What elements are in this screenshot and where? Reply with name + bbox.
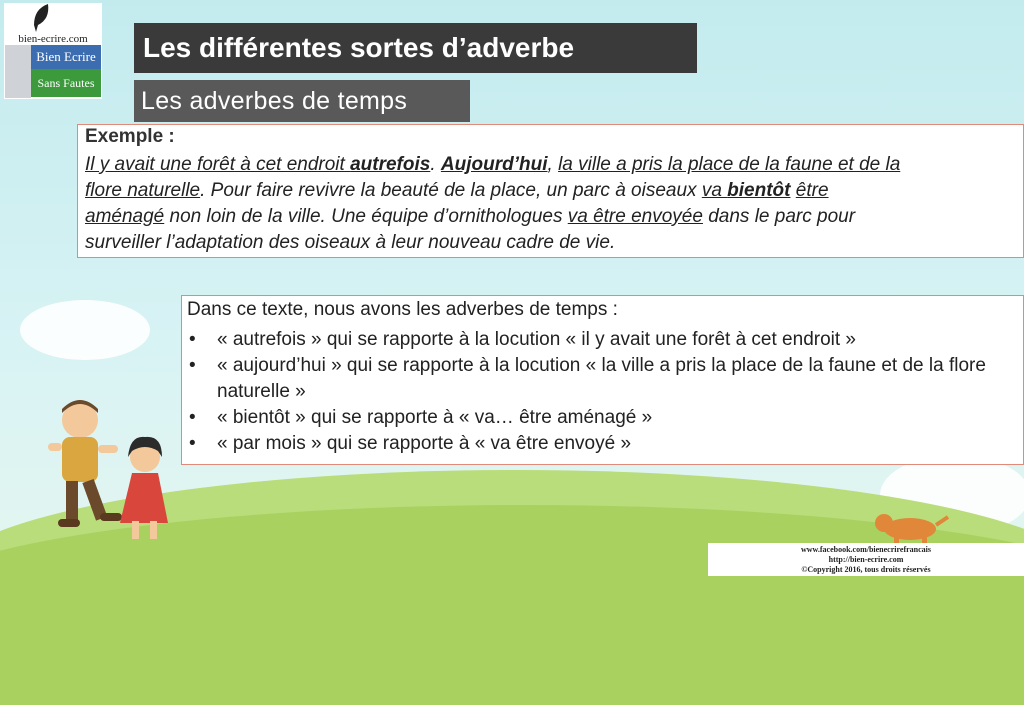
list-item bbox=[187, 405, 1017, 431]
list-item bbox=[187, 327, 1017, 353]
logo-url: bien-ecrire.com bbox=[18, 33, 88, 45]
example-box bbox=[77, 124, 1024, 258]
girl-figure bbox=[120, 437, 168, 539]
site-logo[interactable] bbox=[4, 3, 102, 99]
page-title: Les différentes sortes d’adverbe bbox=[143, 32, 575, 63]
children-illustration bbox=[20, 395, 180, 545]
boy-figure bbox=[48, 400, 122, 527]
logo-line1: Bien Ecrire bbox=[31, 45, 101, 69]
example-line: aménagé non loin de la ville. Une équipe d’ornithologues va être envoyée dans le parc pour bbox=[85, 206, 856, 227]
bullet-icon: • bbox=[189, 355, 196, 376]
bullet-icon: • bbox=[189, 433, 196, 454]
cloud bbox=[20, 300, 150, 360]
logo-badge bbox=[5, 45, 101, 98]
example-label: Exemple : bbox=[85, 126, 175, 147]
footer-credits bbox=[708, 543, 1024, 576]
bullet-icon: • bbox=[189, 407, 196, 428]
list-item bbox=[187, 431, 1017, 457]
adverb-list bbox=[187, 327, 1017, 457]
bullet-icon: • bbox=[189, 329, 196, 350]
list-item-text: « par mois » qui se rapporte à « va être envoyé » bbox=[217, 433, 632, 454]
list-item bbox=[187, 353, 1017, 405]
list-item-text: « autrefois » qui se rapporte à la locution « il y avait une forêt à cet endroit » bbox=[217, 329, 856, 350]
dog-illustration bbox=[870, 505, 960, 545]
list-item-text: « bientôt » qui se rapporte à « va… être aménagé » bbox=[217, 407, 653, 428]
example-line: Il y avait une forêt à cet endroit autrefois. Aujourd’hui, la ville a pris la place de la faune et de la bbox=[85, 154, 901, 175]
example-line: flore naturelle. Pour faire revivre la beauté de la place, un parc à oiseaux va bientôt être bbox=[85, 180, 829, 201]
logo-line2: Sans Fautes bbox=[31, 69, 101, 97]
page-subtitle: Les adverbes de temps bbox=[141, 87, 408, 115]
example-line: surveiller l’adaptation des oiseaux à leur nouveau cadre de vie. bbox=[85, 232, 616, 253]
footer-copyright: ©Copyright 2016, tous droits réservés bbox=[801, 565, 931, 574]
logo-image bbox=[5, 45, 31, 98]
explanation-intro: Dans ce texte, nous avons les adverbes de temps : bbox=[187, 299, 618, 320]
example-text bbox=[85, 152, 1024, 256]
list-item-text: « aujourd’hui » qui se rapporte à la locution « la ville a pris la place de la faune et de la flore naturelle » bbox=[217, 355, 986, 402]
footer-site-link[interactable]: http://bien-ecrire.com bbox=[828, 555, 904, 564]
feather-icon bbox=[30, 3, 52, 33]
footer-facebook-link[interactable]: www.facebook.com/bienecrirefrancais bbox=[800, 545, 932, 554]
